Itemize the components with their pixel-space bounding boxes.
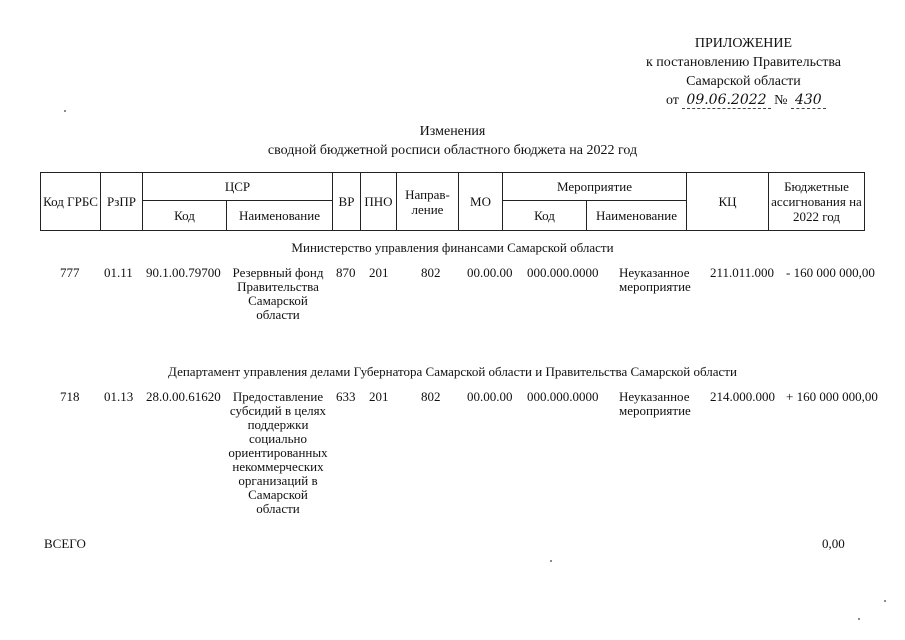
header-event-code: Код: [503, 201, 587, 231]
header-event-name: Наименование: [587, 201, 687, 231]
header-grbs: Код ГРБС: [41, 173, 101, 231]
scan-speck: [550, 560, 552, 562]
scan-speck: [64, 110, 66, 112]
cell-rzpr: 01.13: [104, 389, 134, 404]
header-pno: ПНО: [361, 173, 397, 231]
title: Изменения: [419, 124, 486, 139]
header-csr-name: Наименование: [227, 201, 333, 231]
appendix-title: ПРИЛОЖЕНИЕ: [694, 36, 793, 51]
cell-kc: 211.011.000: [710, 265, 775, 280]
cell-vr: 633: [336, 389, 356, 404]
header-event: Мероприятие: [503, 173, 687, 201]
date-prefix: от: [665, 93, 679, 108]
cell-csr-name: Предоставление субсидий в целях поддержки социально ориентированных некоммерческих организаций в Самарской области: [228, 389, 328, 516]
cell-direction: 802: [421, 389, 441, 404]
cell-rzpr: 01.11: [104, 265, 133, 280]
section-title: Департамент управления делами Губернатора Самарской области и Правительства Самарской области: [168, 364, 737, 379]
header-rzpr: РзПР: [101, 173, 143, 231]
cell-grbs: 718: [60, 389, 80, 404]
cell-amount: - 160 000 000,00: [786, 265, 875, 280]
cell-csr-name: Резервный фонд Правительства Самарской области: [232, 265, 324, 322]
appendix-line-2: Самарской области: [686, 74, 801, 89]
cell-event-name: Неуказанное мероприятие: [619, 265, 691, 294]
number-sign: №: [774, 93, 788, 108]
scan-speck: [884, 600, 886, 602]
number-handwritten: 430: [791, 92, 826, 109]
cell-event-name: Неуказанное мероприятие: [619, 389, 691, 418]
cell-grbs: 777: [60, 265, 80, 280]
subtitle: сводной бюджетной росписи областного бюджета на 2022 год: [267, 143, 638, 158]
header-direction: Направ-ление: [397, 173, 459, 231]
header-csr: ЦСР: [143, 173, 333, 201]
section-title: Министерство управления финансами Самарской области: [291, 240, 614, 255]
header-vr: ВР: [333, 173, 361, 231]
header-kc: КЦ: [687, 173, 769, 231]
cell-csr-code: 28.0.00.61620: [146, 389, 221, 404]
cell-mo: 00.00.00: [467, 265, 513, 280]
cell-mo: 00.00.00: [467, 389, 513, 404]
header-budget: Бюджетные ассигнования на 2022 год: [769, 173, 865, 231]
header-csr-code: Код: [143, 201, 227, 231]
cell-pno: 201: [369, 265, 389, 280]
cell-kc: 214.000.000: [710, 389, 775, 404]
cell-csr-code: 90.1.00.79700: [146, 265, 221, 280]
total-label: ВСЕГО: [44, 536, 86, 551]
appendix-date-line: [646, 91, 841, 110]
header-mo: МО: [459, 173, 503, 231]
date-handwritten: 09.06.2022: [682, 92, 770, 109]
table-header: [40, 172, 865, 231]
appendix-block: [646, 34, 841, 110]
total-value: 0,00: [822, 536, 845, 551]
cell-pno: 201: [369, 389, 389, 404]
cell-vr: 870: [336, 265, 356, 280]
appendix-line-1: к постановлению Правительства: [645, 55, 841, 70]
document-title: [0, 122, 905, 160]
cell-event-code: 000.000.0000: [527, 265, 599, 280]
cell-amount: + 160 000 000,00: [786, 389, 878, 404]
cell-direction: 802: [421, 265, 441, 280]
cell-event-code: 000.000.0000: [527, 389, 599, 404]
scan-speck: [858, 618, 860, 620]
